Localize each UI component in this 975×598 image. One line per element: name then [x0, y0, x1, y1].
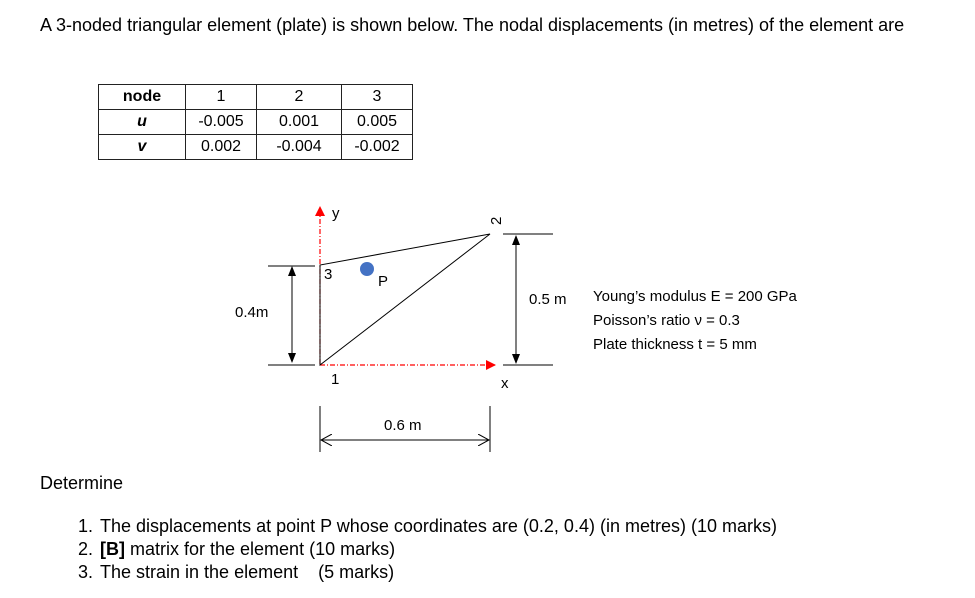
point-p-label: P	[378, 273, 389, 290]
task-item	[98, 561, 777, 584]
table-cell: 0.002	[186, 135, 257, 160]
dim-right-label: 0.5 m	[529, 291, 567, 308]
node-3-label: 3	[324, 266, 333, 283]
determine-heading: Determine	[40, 473, 124, 493]
row-label: v	[99, 135, 186, 160]
point-p-marker	[360, 262, 374, 276]
y-axis-label: y	[332, 205, 340, 222]
header-cell: 2	[257, 85, 342, 110]
poissons-ratio: Poisson’s ratio ν = 0.3	[593, 312, 740, 329]
task-text: The displacements at point P whose coordinates are (0.2, 0.4) (in metres) (10 marks)	[100, 516, 777, 536]
task-text: The strain in the element (5 marks)	[100, 562, 395, 582]
table-cell: -0.002	[342, 135, 413, 160]
youngs-modulus: Young’s modulus E = 200 GPa	[593, 288, 797, 305]
row-label: u	[99, 110, 186, 135]
node-2-label: 2	[488, 216, 505, 225]
task-text: matrix for the element (10 marks)	[125, 539, 396, 559]
dim-left-label: 0.4m	[235, 304, 269, 321]
material-properties	[593, 285, 797, 357]
table-cell: -0.004	[257, 135, 342, 160]
table-cell: 0.001	[257, 110, 342, 135]
header-cell: 3	[342, 85, 413, 110]
x-axis-label: x	[501, 375, 509, 392]
node-1-label: 1	[331, 371, 340, 388]
task-bold-text: [B]	[100, 539, 125, 559]
problem-statement: A 3-noded triangular element (plate) is shown below. The nodal displacements (in metres) of the element are	[40, 15, 905, 35]
task-item	[98, 538, 777, 561]
task-item	[98, 515, 777, 538]
task-list	[40, 515, 777, 584]
dim-bottom-label: 0.6 m	[384, 417, 422, 434]
header-cell: node	[99, 85, 186, 110]
triangle-element	[320, 234, 490, 365]
plate-thickness: Plate thickness t = 5 mm	[593, 336, 757, 353]
header-cell: 1	[186, 85, 257, 110]
table-cell: -0.005	[186, 110, 257, 135]
table-cell: 0.005	[342, 110, 413, 135]
